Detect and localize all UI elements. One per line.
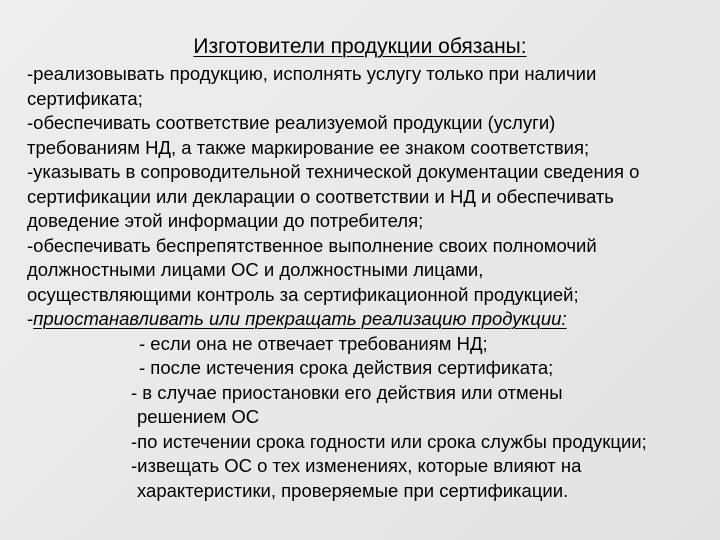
suspend-label: приостанавливать или прекращать реализацию продукции: (33, 308, 567, 329)
text-line: -обеспечивать беспрепятственное выполнение своих полномочий (27, 234, 597, 256)
text-line: -указывать в сопроводительной технической документации сведения о (27, 161, 640, 182)
text-line: сертификата; (27, 87, 143, 109)
text-line: сертификации или декларации о соответствии и НД и обеспечивать (27, 185, 614, 207)
duties-list (27, 62, 713, 503)
duty-item (27, 111, 713, 160)
duty-item (27, 62, 713, 111)
suspend-heading (27, 307, 713, 332)
text-line: осуществляющими контроль за сертификационной продукцией; (27, 283, 579, 305)
suspend-section (27, 307, 713, 503)
text-line: -реализовывать продукцию, исполнять услугу только при наличии (27, 63, 597, 84)
condition-line: характеристики, проверяемые при сертификации. (137, 479, 569, 501)
text-line: должностными лицами ОС и должностными лицами, (27, 259, 484, 280)
condition-line: - после истечения срока действия сертификата; (139, 357, 554, 378)
condition-line: решением ОС (137, 406, 260, 427)
duty-item (27, 234, 713, 308)
condition-line: -по истечении срока годности или срока службы продукции; (131, 430, 647, 452)
text-line: -обеспечивать соответствие реализуемой продукции (услуги) (27, 112, 556, 133)
suspend-dash: - (27, 308, 34, 329)
condition-line: - в случае приостановки его действия или отмены (131, 381, 563, 403)
text-line: доведение этой информации до потребителя; (27, 210, 424, 231)
condition-line: -извещать ОС о тех изменениях, которые влияют на (131, 455, 582, 476)
slide-title: Изготовители продукции обязаны: (193, 35, 527, 58)
text-line: требованиям НД, а также маркирование ее знаком соответствия; (27, 136, 590, 158)
duty-item (27, 160, 713, 234)
condition-line: - если она не отвечает требованиям НД; (139, 332, 488, 354)
